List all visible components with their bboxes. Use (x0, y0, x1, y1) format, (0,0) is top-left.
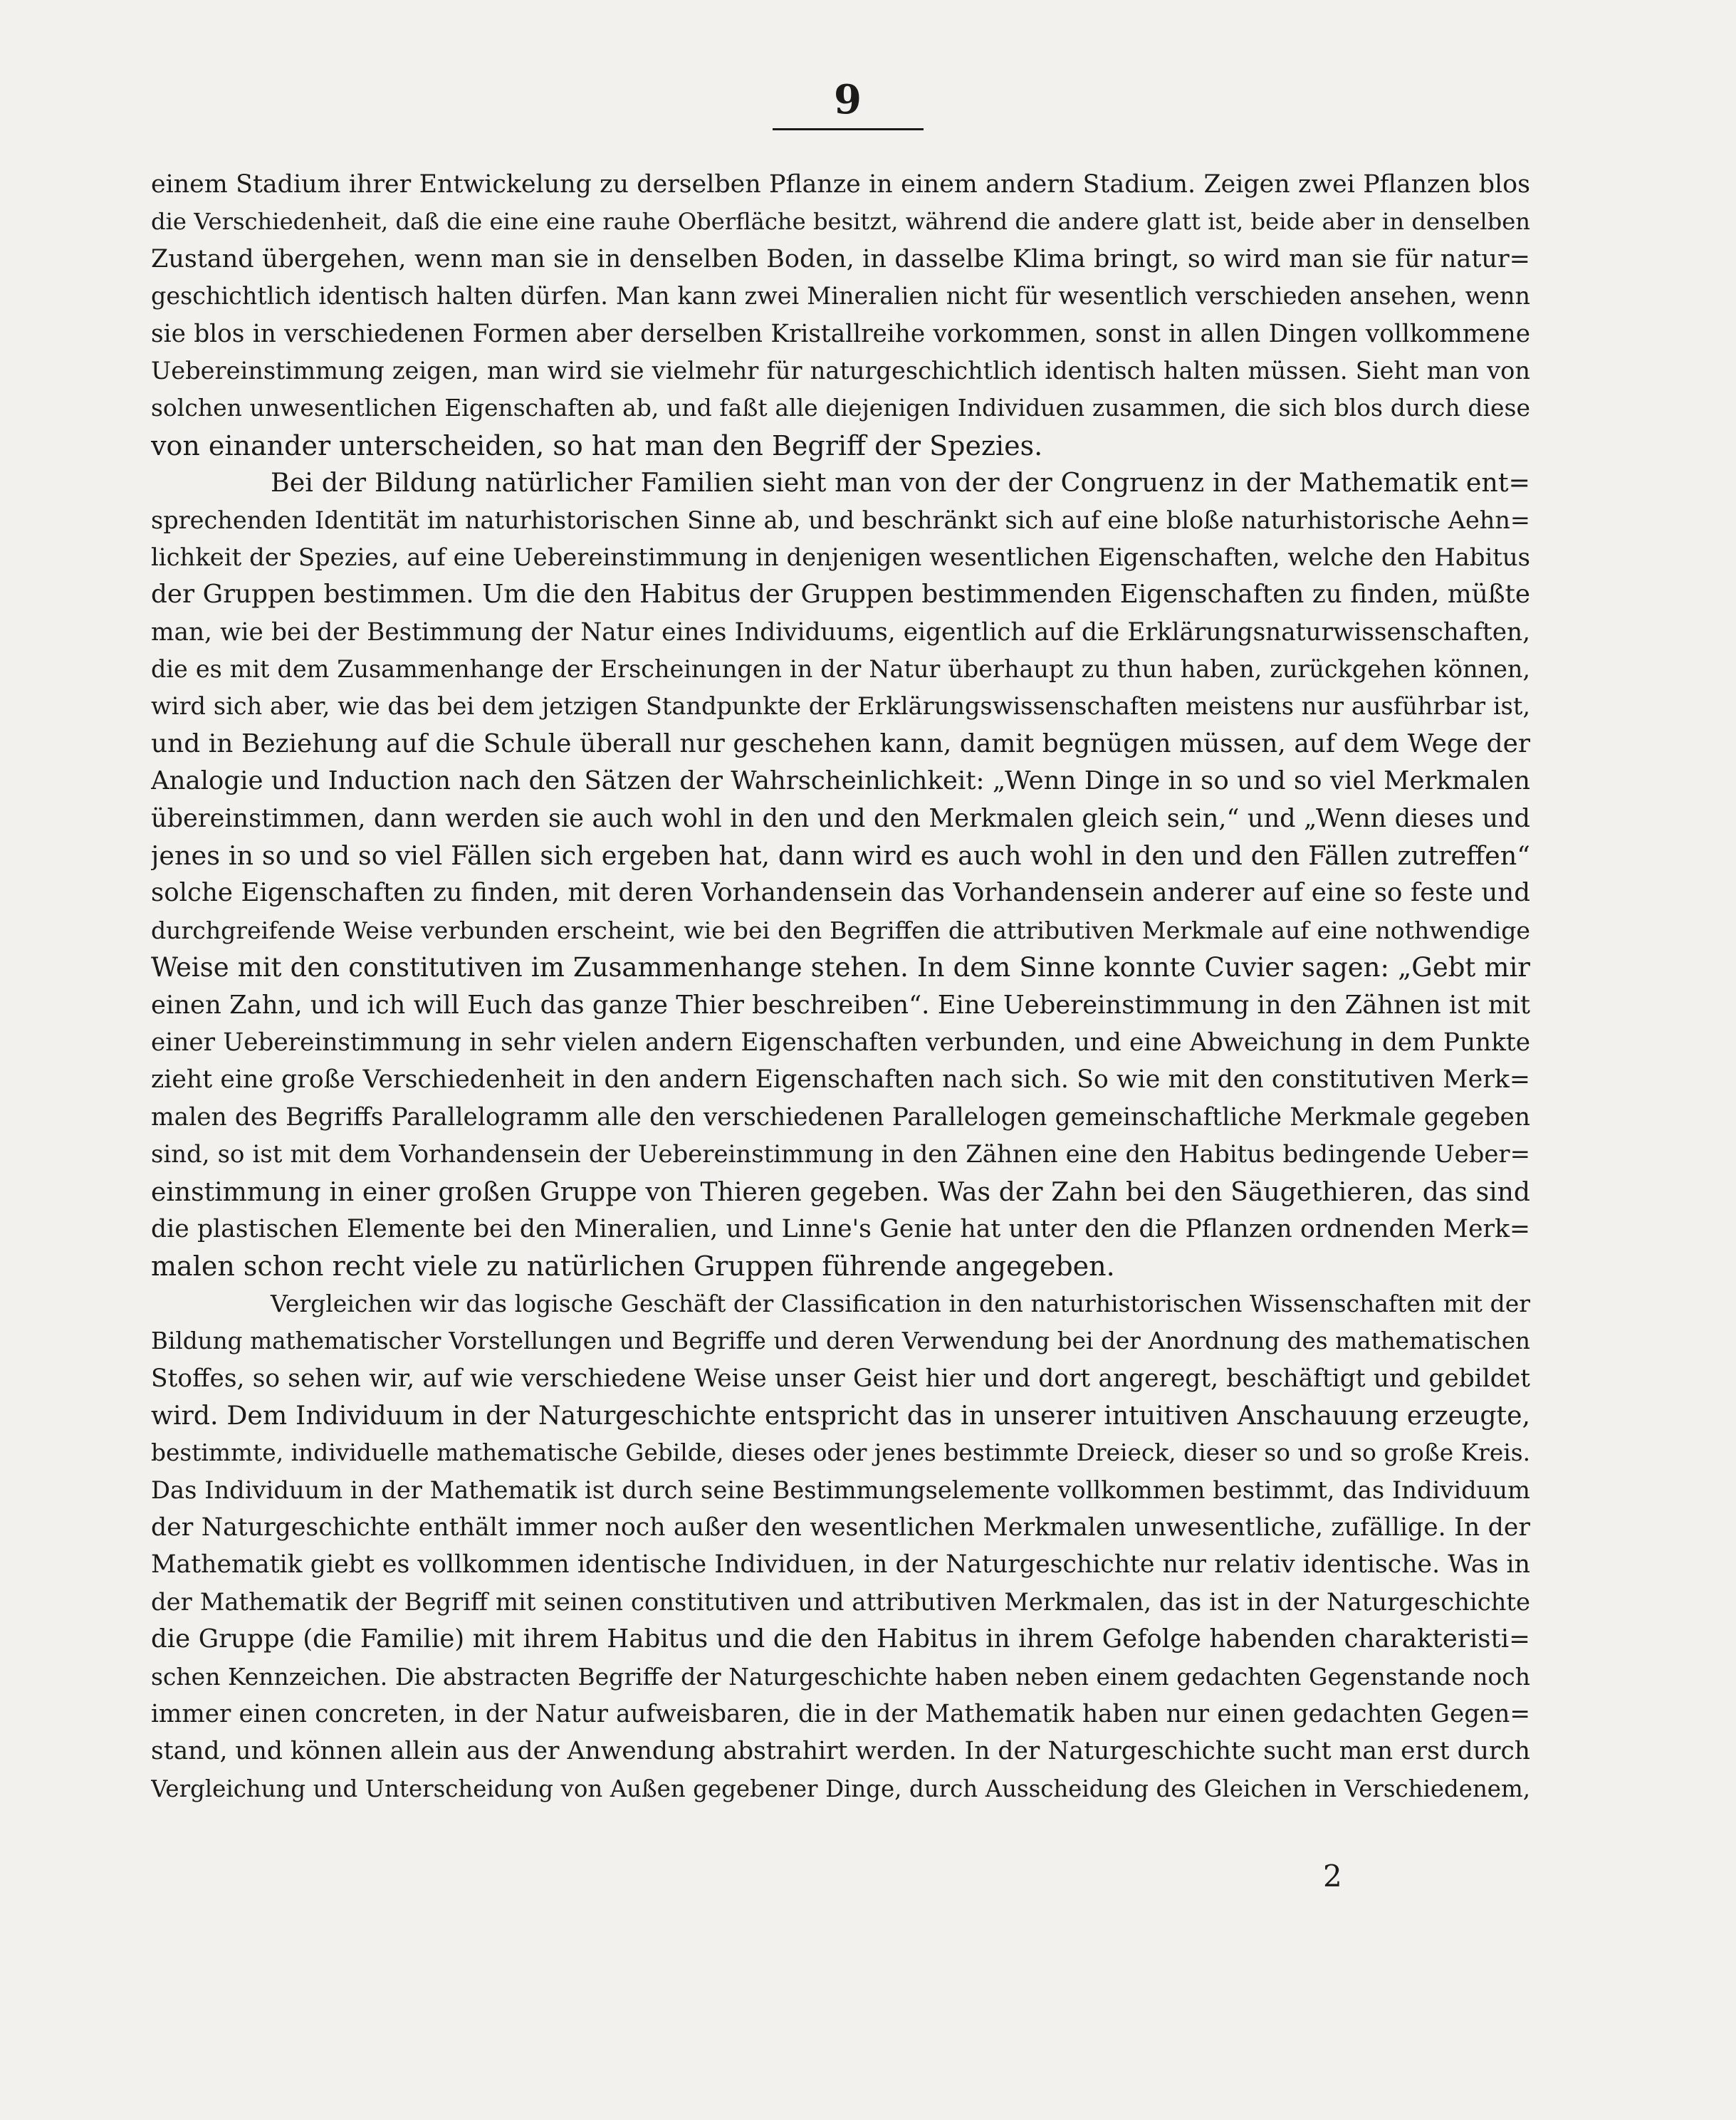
text-line: malen des Begriffs Parallelogramm alle den verschiedenen Parallelogen gemeinschaftliche Merkmale gegeben (151, 1102, 1530, 1132)
text-line: der Gruppen bestimmen. Um die den Habitus der Gruppen bestimmenden Eigenschaften zu finden, müßte (151, 580, 1530, 610)
text-line: einem Stadium ihrer Entwickelung zu derselben Pflanze in einem andern Stadium. Zeigen zwei Pflanzen blos (151, 170, 1530, 199)
text-line: Das Individuum in der Mathematik ist durch seine Bestimmungselemente vollkommen bestimmt, das Individuum (151, 1476, 1530, 1504)
text-line: sind, so ist mit dem Vorhandensein der Uebereinstimmung in den Zähnen eine den Habitus bedingende Ueber= (151, 1140, 1530, 1169)
signature-mark: 2 (1323, 1859, 1342, 1894)
text-line: sprechenden Identität im naturhistorischen Sinne ab, und beschränkt sich auf eine bloße naturhistorische Aehn= (151, 506, 1530, 534)
text-line: malen schon recht viele zu natürlichen Gruppen führende angegeben. (151, 1250, 1115, 1283)
text-line: Analogie und Induction nach den Sätzen der Wahrscheinlichkeit: „Wenn Dinge in so und so viel Merkmalen (151, 766, 1530, 796)
text-line: Vergleichung und Unterscheidung von Außen gegebener Dinge, durch Ausscheidung des Gleichen in Verschiedenem, (151, 1775, 1530, 1802)
text-line: übereinstimmen, dann werden sie auch wohl in den und den Merkmalen gleich sein,“ und „Wenn dieses und (151, 803, 1530, 833)
text-line: Vergleichen wir das logische Geschäft der Classification in den naturhistorischen Wissenschaften mit der (271, 1289, 1530, 1317)
text-line: zieht eine große Verschiedenheit in den andern Eigenschaften nach sich. So wie mit den constitutiven Merk= (151, 1065, 1530, 1095)
page-number: 9 (834, 76, 862, 123)
text-line: sie blos in verschiedenen Formen aber derselben Kristallreihe vorkommen, sonst in allen Dingen vollkommene (151, 319, 1530, 348)
paragraph (151, 1285, 1530, 1807)
text-line: solche Eigenschaften zu finden, mit deren Vorhandensein das Vorhandensein anderer auf eine so feste und (151, 878, 1530, 908)
text-line: immer einen concreten, in der Natur aufweisbaren, die in der Mathematik haben nur einen gedachten Gegen= (151, 1700, 1530, 1729)
text-line: die Verschiedenheit, daß die eine eine rauhe Oberfläche besitzt, während die andere glatt ist, beide aber in denselben (151, 208, 1530, 236)
page-header (773, 77, 924, 130)
text-line: jenes in so und so viel Fällen sich ergeben hat, dann wird es auch wohl in den und den Fällen zutreffen“ (151, 840, 1530, 872)
text-line: wird sich aber, wie das bei dem jetzigen Standpunkte der Erklärungswissenschaften meistens nur ausführbar ist, (151, 692, 1530, 721)
text-line: man, wie bei der Bestimmung der Natur eines Individuums, eigentlich auf die Erklärungsnaturwissenschaften, (151, 617, 1530, 647)
text-line: die plastischen Elemente bei den Mineralien, und Linne's Genie hat unter den die Pflanzen ordnenden Merk= (151, 1214, 1530, 1243)
text-line: einer Uebereinstimmung in sehr vielen andern Eigenschaften verbunden, und eine Abweichung in dem Punkte (151, 1028, 1530, 1057)
paragraph (151, 166, 1530, 464)
text-line: von einander unterscheiden, so hat man den Begriff der Spezies. (151, 429, 1043, 461)
paragraph (151, 464, 1530, 1285)
text-line: Bei der Bildung natürlicher Familien sieht man von der der Congruenz in der Mathematik ent= (271, 467, 1530, 498)
text-line: die es mit dem Zusammenhange der Erscheinungen in der Natur überhaupt zu thun haben, zurückgehen können, (151, 655, 1530, 684)
body-text (151, 166, 1530, 1807)
text-line: bestimmte, individuelle mathematische Gebilde, dieses oder jenes bestimmte Dreieck, dieser so und so große Kreis. (151, 1439, 1530, 1467)
text-line: solchen unwesentlichen Eigenschaften ab, und faßt alle diejenigen Individuen zusammen, die sich blos durch diese (151, 394, 1530, 422)
text-line: durchgreifende Weise verbunden erscheint, wie bei den Begriffen die attributiven Merkmale auf eine nothwendige (151, 916, 1530, 944)
text-line: einen Zahn, und ich will Euch das ganze Thier beschreiben“. Eine Uebereinstimmung in den Zähnen ist mit (151, 990, 1530, 1020)
text-line: lichkeit der Spezies, auf eine Uebereinstimmung in denjenigen wesentlichen Eigenschaften, welche den Habitus (151, 543, 1530, 571)
text-line: die Gruppe (die Familie) mit ihrem Habitus und die den Habitus in ihrem Gefolge habenden charakteristi= (151, 1624, 1530, 1654)
text-line: einstimmung in einer großen Gruppe von Thieren gegeben. Was der Zahn bei den Säugethieren, das sind (151, 1176, 1530, 1207)
text-line: geschichtlich identisch halten dürfen. Man kann zwei Mineralien nicht für wesentlich verschieden ansehen, wenn (151, 282, 1530, 310)
text-line: Zustand übergehen, wenn man sie in denselben Boden, in dasselbe Klima bringt, so wird man sie für natur= (151, 244, 1530, 273)
text-line: Bildung mathematischer Vorstellungen und Begriffe und deren Verwendung bei der Anordnung des mathematischen (151, 1327, 1530, 1355)
text-line: Mathematik giebt es vollkommen identische Individuen, in der Naturgeschichte nur relativ identische. Was in (151, 1550, 1530, 1579)
text-line: wird. Dem Individuum in der Naturgeschichte entspricht das in unserer intuitiven Anschauung erzeugte, (151, 1399, 1530, 1431)
text-line: Weise mit den constitutiven im Zusammenhange stehen. In dem Sinne konnte Cuvier sagen: „Gebt mir (151, 952, 1530, 983)
text-line: und in Beziehung auf die Schule überall nur geschehen kann, damit begnügen müssen, auf dem Wege der (151, 729, 1530, 758)
text-line: der Mathematik der Begriff mit seinen constitutiven und attributiven Merkmalen, das ist in der Naturgeschichte (151, 1587, 1530, 1616)
text-line: stand, und können allein aus der Anwendung abstrahirt werden. In der Naturgeschichte sucht man erst durch (151, 1737, 1530, 1766)
text-line: schen Kennzeichen. Die abstracten Begriffe der Naturgeschichte haben neben einem gedachten Gegenstande noch (151, 1662, 1530, 1691)
text-line: Stoffes, so sehen wir, auf wie verschiedene Weise unser Geist hier und dort angeregt, beschäftigt und gebildet (151, 1364, 1530, 1393)
text-line: der Naturgeschichte enthält immer noch außer den wesentlichen Merkmalen unwesentliche, zufällige. In der (151, 1513, 1530, 1542)
header-rule (773, 128, 924, 130)
text-line: Uebereinstimmung zeigen, man wird sie vielmehr für naturgeschichtlich identisch halten müssen. Sieht man von (151, 356, 1530, 385)
